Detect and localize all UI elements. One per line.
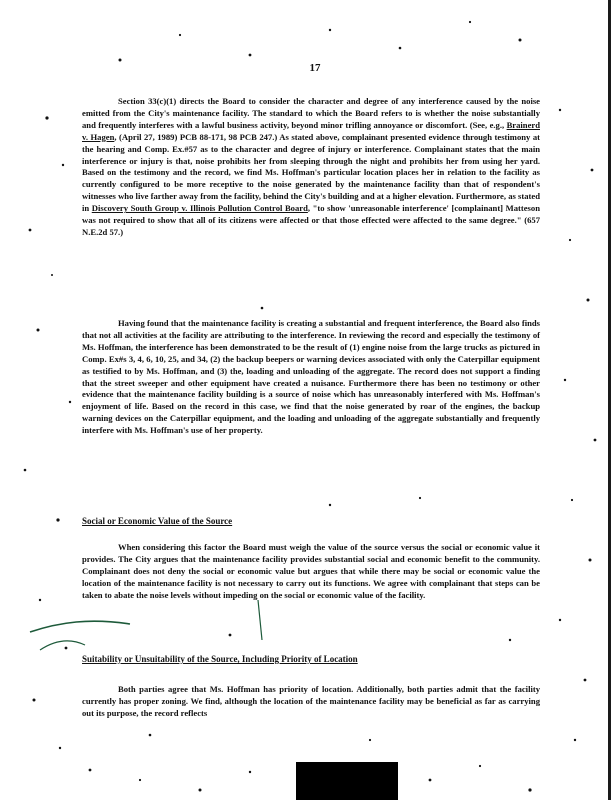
scan-edge-line (608, 0, 611, 800)
heading-suitability-of-source: Suitability or Unsuitability of the Source, Including Priority of Location (82, 654, 358, 664)
paragraph-interference-finding: Having found that the maintenance facility is creating a substantial and frequent interference, the Board also finds that not all activities at the facility are attributing to the interference. In reviewing the record and especially the testimony of Ms. Hoffman, the interference has been demonstrated to be the result of (1) engine noise from the large trucks as pictured in Comp. Ex#s 3, 4, 6, 10, 25, and 34, (2) the backup beepers or warning devices associated with only the Caterpillar equipment as testified to by Ms. Hoffman, and (3) the, loading and unloading of the aggregate. The record does not support a finding that the street sweeper and other equipment have created a nuisance. Furthermore there has been no testimony or other evidence that the maintenance facility building is a source of noise which has unreasonably interfered with Ms. Hoffman's enjoyment of life. Based on the record in this case, we find that the noise generated by roar of the engines, the backup warning devices on the Caterpillar equipment, and the loading and unloading of the aggregate substantially and frequently interfere with Ms. Hoffman's use of her property. (82, 318, 540, 436)
paragraph-text-segment: , (April 27, 1989) PCB 88-171, 98 PCB 247.) As stated above, complainant presented evidence through testimony at the hearing and Comp. Ex.#57 as to the character and degree of injury or interference. Complainant states that the main interference or injury is that, noise prohibits her from sleeping through the night and prohibits her from using her yard. Based on the testimony and the record, we find Ms. Hoffman's particular location places her in relation to the facility as currently configured to be more receptive to the noise generated by the maintenance facility than that of respondent's witnesses who live farther away from the facility, behind the City's building and at a higher elevation. Furthermore, as stated in (82, 131, 540, 214)
paragraph-text-segment: Section 33(c)(1) directs the Board to consider the character and degree of any interference caused by the noise emitted from the City's maintenance facility. The standard to which the Board refers to is whether the noise substantially and frequently interferes with a lawful business activity, beyond minor trifling annoyance or discomfort. (See, e.g., (82, 96, 540, 130)
paragraph-text-segment: , "to show 'unreasonable interference' [complainant] Matteson was not required to show that all of its citizens were affected or that those effected were affected to the same degree." (657 N.E.2d 57.) (82, 203, 540, 237)
case-citation: Brainerd v. Hagen (82, 119, 540, 142)
paragraph-character-degree (82, 96, 540, 239)
heading-social-economic-value: Social or Economic Value of the Source (82, 516, 233, 526)
page-number: 17 (309, 62, 321, 74)
paragraph-social-economic-value: When considering this factor the Board must weigh the value of the source versus the social or economic value it provides. The City argues that the maintenance facility provides substantial social and economic benefit to the community. Complainant does not deny the social or economic value but argues that while there may be social or economic value the location of the maintenance facility is not necessary to carry out its functions. We agree with complainant that steps can be taken to abate the noise levels without impeding on the social or economic value of the facility. (82, 542, 540, 600)
case-citation: Discovery South Group v. Illinois Pollution Control Board (91, 203, 308, 214)
redaction-box (296, 762, 398, 800)
paragraph-priority-of-location: Both parties agree that Ms. Hoffman has priority of location. Additionally, both parties admit that the facility currently has proper zoning. We find, although the location of the maintenance facility may be beneficial as far as carrying out its purpose, the record reflects (82, 684, 540, 718)
